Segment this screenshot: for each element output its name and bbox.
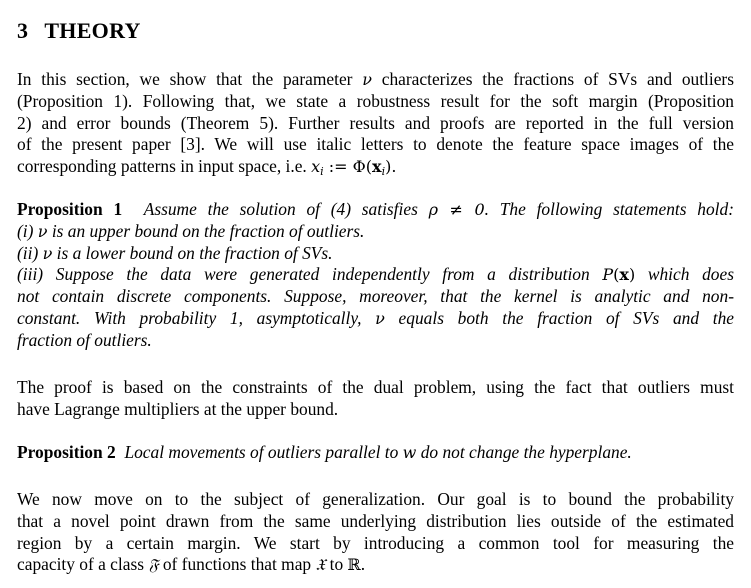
text-line: corresponding patterns in input space, i.e. $x_i$ := $\Phi(x_i)$. xyxy=(17,156,397,179)
proposition-1 xyxy=(17,199,734,352)
text-line: Proposition 1 Assume the solution of (4) satisfies ρ ≠ 0. The following statements hold: xyxy=(17,199,734,219)
math-bold-x: x xyxy=(372,157,382,177)
text-line: The proof is based on the constraints of the dual problem, using the fact that outliers must xyxy=(17,377,734,397)
text-line: 2) and error bounds (Theorem 5). Further results and proofs are reported in the full version xyxy=(17,112,734,133)
math-x-i: $x_i$ xyxy=(311,157,324,179)
text-line: (iii) Suppose the data were generated independently from a distribution P(x) which does xyxy=(17,264,734,285)
math-class-F: 𝔉 xyxy=(148,555,159,575)
math-w: w xyxy=(402,443,417,462)
proof-paragraph xyxy=(17,377,734,421)
text-line: region by a certain margin. We start by introducing a common tool for measuring the xyxy=(17,532,734,553)
text-line: (i) ν is an upper bound on the fraction of outliers. xyxy=(17,220,365,241)
proposition-2 xyxy=(17,442,734,464)
text-line: of the present paper [3]. We will use italic letters to denote the feature space images of the xyxy=(17,134,734,155)
text-line: (ii) ν is a lower bound on the fraction of SVs. xyxy=(17,242,333,263)
text-line: fraction of outliers. xyxy=(17,329,152,350)
section-number: 3 xyxy=(17,18,29,43)
math-P: P xyxy=(602,265,614,285)
text-line: In this section, we show that the parameter ν characterizes the fractions of SVs and outliers xyxy=(17,69,734,89)
math-close-paren: ). xyxy=(385,157,397,177)
math-bold-x: x xyxy=(619,265,629,285)
math-nu: ν xyxy=(37,221,48,241)
section-heading xyxy=(17,16,141,46)
text-line: have Lagrange multipliers at the upper bound. xyxy=(17,398,339,419)
proposition-label: Proposition 2 xyxy=(17,442,116,462)
text-line: We now move on to the subject of generalization. Our goal is to bound the probability xyxy=(17,489,734,509)
text-line: (Proposition 1). Following that, we state a robustness result for the soft margin (Proposition xyxy=(17,90,734,111)
text-line: capacity of a class 𝔉 of functions that map 𝔛 to ℝ. xyxy=(17,554,366,575)
math-rho-neq-zero: ρ ≠ 0 xyxy=(428,200,485,219)
text-line: Proposition 2 Local movements of outliers parallel to w do not change the hyperplane. xyxy=(17,442,632,462)
text-line: not contain discrete components. Suppose, moreover, that the kernel is analytic and non- xyxy=(17,286,734,307)
math-assign-phi: := Φ( xyxy=(323,157,373,177)
math-subscript-i: i xyxy=(381,165,386,179)
text-line: that a novel point drawn from the same underlying distribution lies outside of the estimated xyxy=(17,510,734,531)
section-title: THEORY xyxy=(44,18,141,43)
math-reals: ℝ xyxy=(347,555,361,575)
intro-paragraph xyxy=(17,69,734,183)
generalization-paragraph xyxy=(17,489,734,576)
proposition-label: Proposition 1 xyxy=(17,199,123,219)
math-nu: ν xyxy=(42,243,53,263)
math-nu: ν xyxy=(362,70,372,89)
math-set-X: 𝔛 xyxy=(315,555,326,575)
math-nu: ν xyxy=(375,308,385,328)
text-line: constant. With probability 1, asymptotically, ν equals both the fraction of SVs and the xyxy=(17,307,734,328)
